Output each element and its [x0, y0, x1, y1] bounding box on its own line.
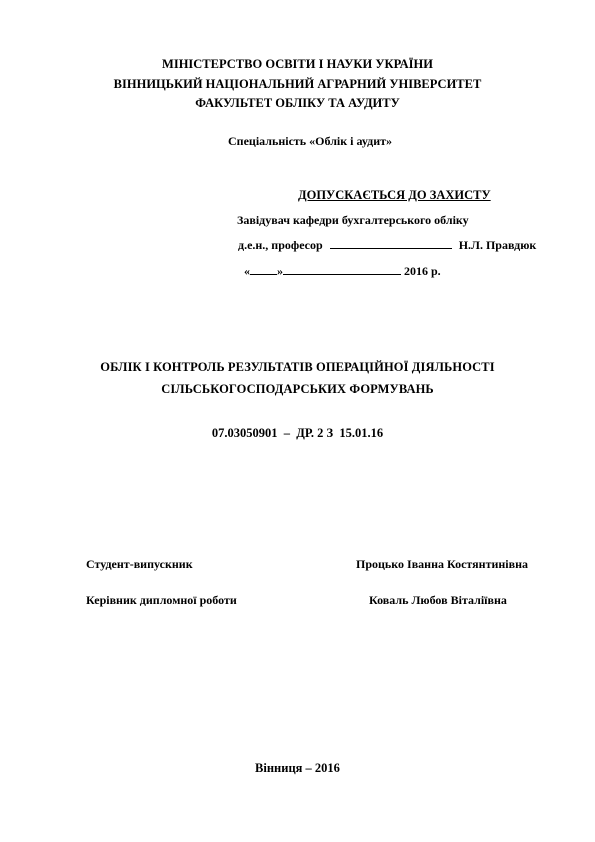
date-month-blank	[283, 262, 401, 275]
approver-position: д.е.н., професор	[238, 238, 323, 252]
thesis-title-line-1: ОБЛІК І КОНТРОЛЬ РЕЗУЛЬТАТІВ ОПЕРАЦІЙНОЇ ДІЯЛЬНОСТІ	[100, 360, 495, 374]
thesis-code: 07.03050901 – ДР. 2 З 15.01.16	[211, 426, 384, 440]
university-heading: ВІННИЦЬКИЙ НАЦІОНАЛЬНИЙ АГРАРНИЙ УНІВЕРСИТЕТ	[113, 77, 482, 91]
date-year: 2016 р.	[404, 264, 441, 278]
supervisor-label: Керівник дипломної роботи	[86, 593, 237, 607]
date-day-blank	[250, 262, 277, 275]
date-quote-open: «	[244, 264, 250, 278]
faculty-heading: ФАКУЛЬТЕТ ОБЛІКУ ТА АУДИТУ	[195, 96, 400, 110]
approver-line	[238, 236, 536, 253]
student-name: Процько Іванна Костянтинівна	[356, 557, 529, 571]
supervisor-name: Коваль Любов Віталіївна	[369, 593, 507, 607]
approval-heading: ДОПУСКАЄТЬСЯ ДО ЗАХИСТУ	[298, 188, 491, 202]
ministry-heading: МІНІСТЕРСТВО ОСВІТИ І НАУКИ УКРАЇНИ	[162, 57, 433, 71]
signature-blank	[330, 236, 452, 249]
specialty-line: Спеціальність «Облік і аудит»	[228, 134, 393, 148]
city-year-footer: Вінниця – 2016	[255, 761, 340, 775]
approval-date-line	[244, 262, 441, 279]
date-quote-close: »	[277, 264, 283, 278]
head-of-department-line: Завідувач кафедри бухгалтерського обліку	[237, 213, 469, 227]
approver-name: Н.Л. Правдюк	[458, 238, 537, 252]
student-label: Студент-випускник	[86, 557, 193, 571]
thesis-title-line-2: СІЛЬСЬКОГОСПОДАРСЬКИХ ФОРМУВАНЬ	[161, 382, 434, 396]
